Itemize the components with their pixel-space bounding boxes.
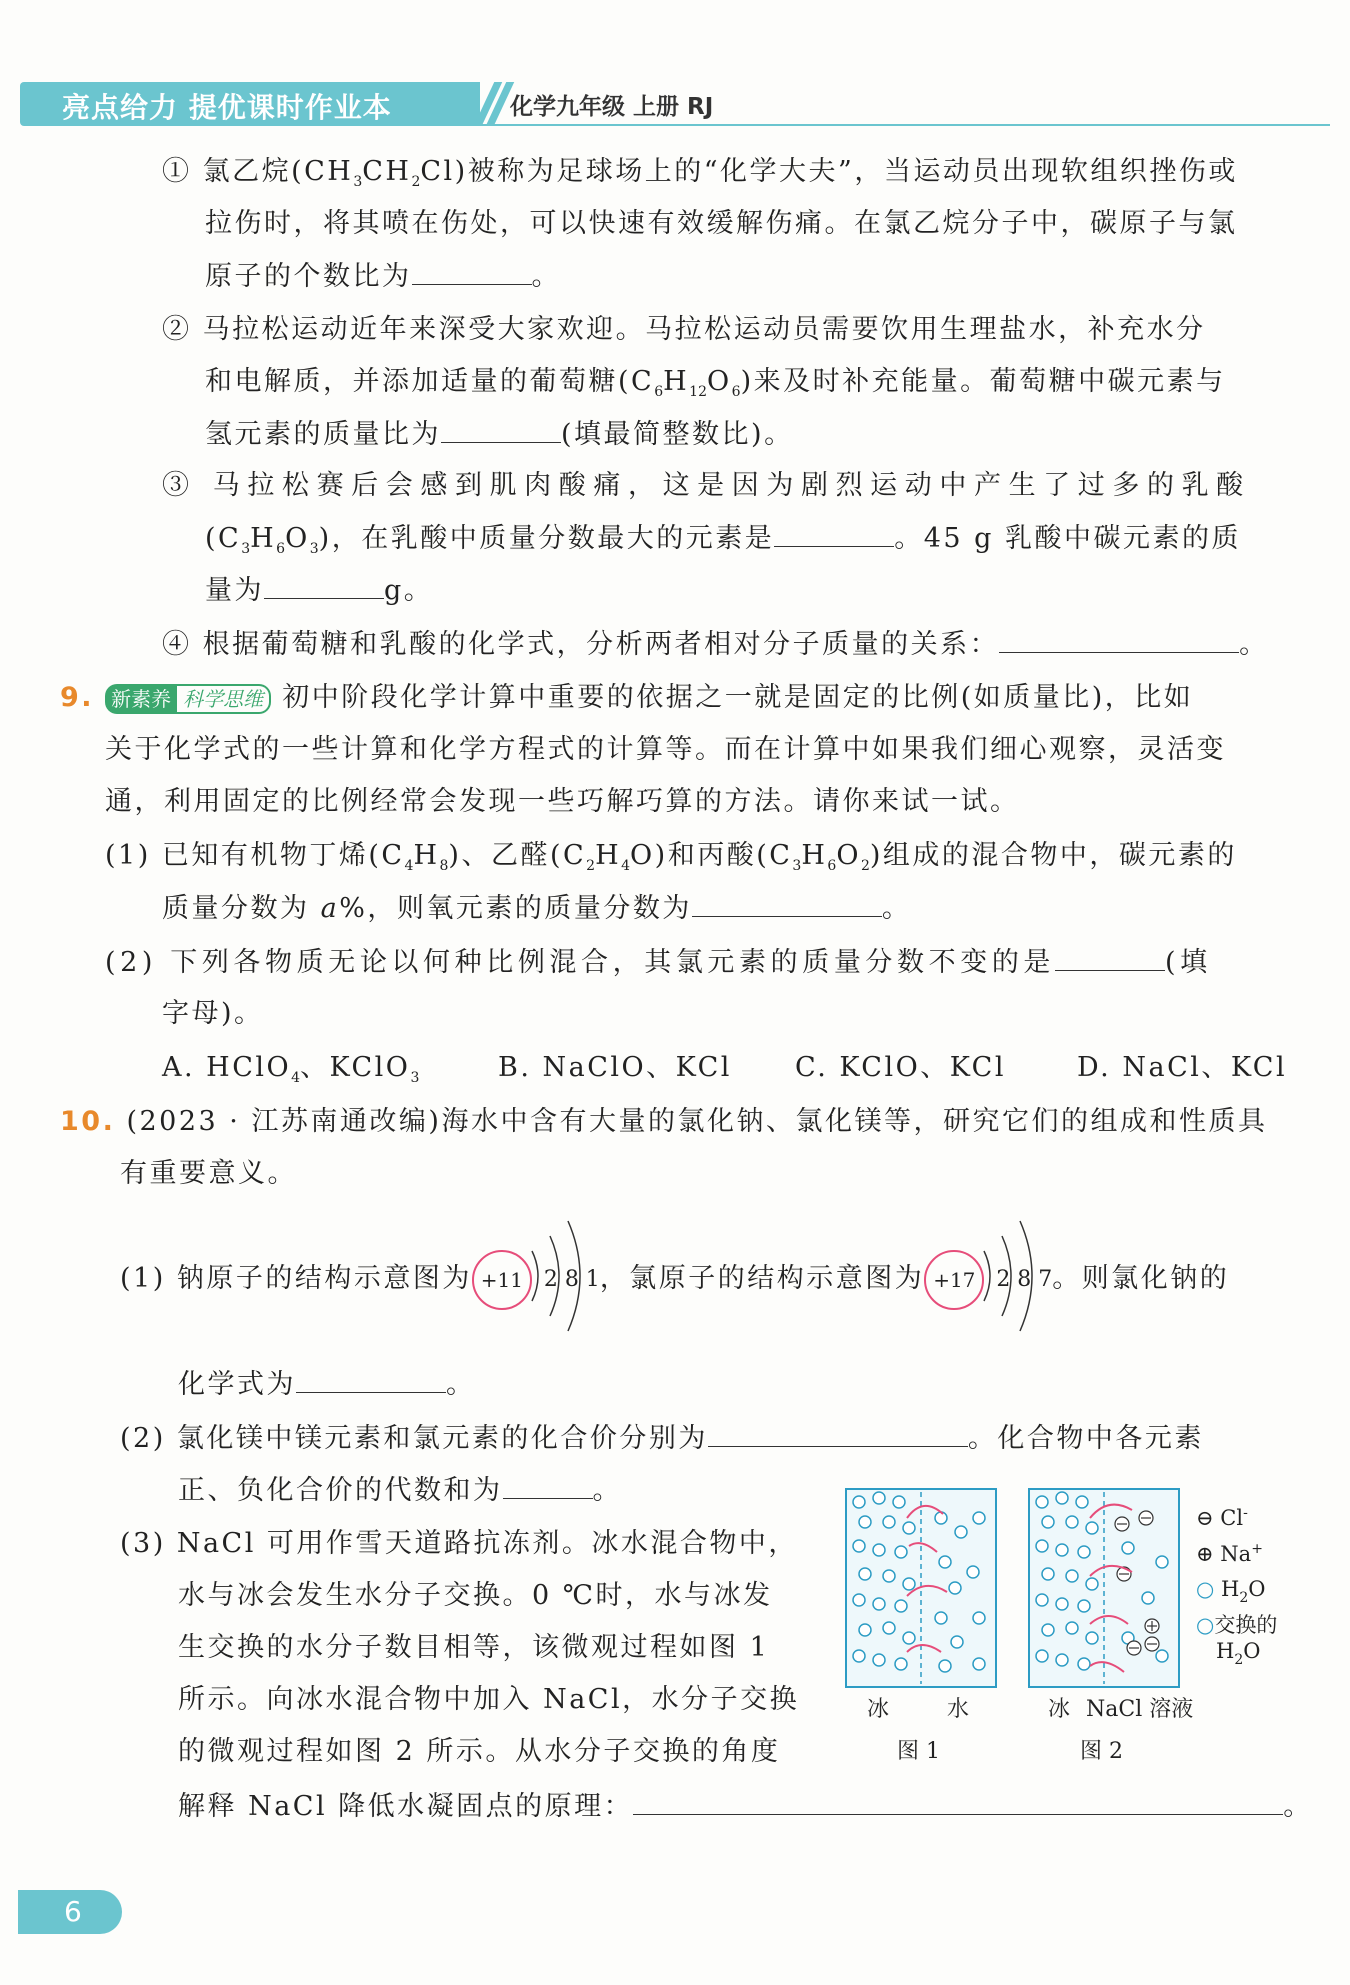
q9-p2-line1: (2) 下列各物质无论以何种比例混合，其氯元素的质量分数不变的是 (填 xyxy=(105,942,1212,983)
electron-shell-arcs xyxy=(974,1211,1054,1341)
answer-blank[interactable] xyxy=(503,1470,593,1499)
header-bar xyxy=(20,82,480,126)
answer-blank[interactable] xyxy=(774,518,894,547)
figure-2-left-label: 冰 xyxy=(1048,1697,1071,1722)
legend-exchanged-h2o: ○交换的 $H_2O$ xyxy=(1196,1613,1278,1668)
q10-intro-line1: 10. (2023 · 江苏南通改编)海水中含有大量的氯化钠、氯化镁等，研究它们的组成和性质具 xyxy=(60,1106,1268,1137)
question-number: 10. xyxy=(60,1106,116,1137)
figure-1-diagram xyxy=(845,1488,997,1688)
q8-item2-line2: 和电解质，并添加适量的葡萄糖$(C_6H_{12}O_6)$来及时补充能量。葡萄糖中碳元素与 xyxy=(205,366,1226,400)
figure-1-caption: 图 1 xyxy=(897,1739,940,1764)
figure-2-right-label: NaCl 溶液 xyxy=(1086,1697,1194,1722)
q9-intro-line2: 关于化学式的一些计算和化学方程式的计算等。而在计算中如果我们细心观察，灵活变 xyxy=(105,734,1226,765)
legend-h2o: ○ $H_2O$ xyxy=(1196,1577,1266,1606)
q8-item1-line1: ① 氯乙烷$(CH_3CH_2Cl)$被称为足球场上的“化学大夫”，当运动员出现软组织挫伤或 xyxy=(162,156,1238,190)
nucleus: +11 xyxy=(472,1250,532,1310)
tag-new-literacy: 新素养 xyxy=(105,684,177,714)
q9-intro-line3: 通，利用固定的比例经常会发现一些巧解巧算的方法。请你来试一试。 xyxy=(105,786,1020,817)
nucleus: +17 xyxy=(924,1250,984,1310)
q8-item3-line3: 量为 g。 xyxy=(205,570,433,611)
header-title: 亮点给力 提优课时作业本 xyxy=(62,91,392,124)
q9-p2-line2: 字母)。 xyxy=(162,998,264,1029)
q8-item1-line3: 原子的个数比为 。 xyxy=(205,256,561,297)
q8-item4: ④ 根据葡萄糖和乳酸的化学式，分析两者相对分子质量的关系： 。 xyxy=(162,624,1269,665)
answer-blank[interactable] xyxy=(412,256,532,285)
answer-blank[interactable] xyxy=(692,888,882,917)
figure-2-caption: 图 2 xyxy=(1080,1739,1123,1764)
answer-blank[interactable] xyxy=(296,1364,446,1393)
q9-option-b[interactable]: B. NaClO、KCl xyxy=(498,1052,732,1083)
chloride-icon: ⊖ xyxy=(1196,1506,1214,1530)
figure-1-ice-water xyxy=(845,1488,997,1764)
q10-p3-line4: 所示。向冰水混合物中加入 NaCl，水分子交换 xyxy=(178,1684,800,1715)
q10-p3-line5: 的微观过程如图 2 所示。从水分子交换的角度 xyxy=(178,1736,781,1767)
answer-blank[interactable] xyxy=(1055,942,1165,971)
q10-p3-line3: 生交换的水分子数目相等，该微观过程如图 1 xyxy=(178,1632,770,1663)
legend-na: ⊕ Na+ xyxy=(1196,1541,1263,1566)
water-molecule-icon: ○ xyxy=(1196,1577,1215,1601)
answer-blank[interactable] xyxy=(708,1418,968,1447)
figure-1-left-label: 冰 xyxy=(867,1697,890,1722)
sodium-icon: ⊕ xyxy=(1196,1542,1214,1566)
q8-item2-line3: 氢元素的质量比为 (填最简整数比)。 xyxy=(205,414,794,455)
q8-item1-line2: 拉伤时，将其喷在伤处，可以快速有效缓解伤痛。在氯乙烷分子中，碳原子与氯 xyxy=(205,208,1238,239)
q8-item2-line1: ② 马拉松运动近年来深受大家欢迎。马拉松运动员需要饮用生理盐水，补充水分 xyxy=(162,314,1206,345)
q9-option-c[interactable]: C. KClO、KCl xyxy=(795,1052,1006,1083)
q10-p2-line1: (2) 氯化镁中镁元素和氯元素的化合价分别为 。化合物中各元素 xyxy=(120,1418,1204,1459)
q9-p1-line1: (1) 已知有机物丁烯$(C_4H_8)$、乙醛$(C_2H_4O)$和丙酸$(C_3H_6O_2)$组成的混合物中，碳元素的 xyxy=(105,840,1237,874)
q10-p1-line2: 化学式为 。 xyxy=(178,1364,476,1405)
figure-2-ice-nacl xyxy=(1028,1488,1194,1764)
chlorine-atom-diagram xyxy=(924,1249,1052,1311)
header-subtitle: 化学九年级 上册 RJ xyxy=(510,94,714,120)
answer-blank[interactable] xyxy=(999,624,1239,653)
q10-p1-line1: (1) 钠原子的结构示意图为 +11 2 8 1 ，氯原子的结构示意图为 +17 2 8 7 。则氯化钠的 xyxy=(120,1248,1229,1311)
electron-shell-arcs xyxy=(522,1211,602,1341)
question-number: 9. xyxy=(60,682,95,713)
figure-2-diagram xyxy=(1028,1488,1180,1688)
sodium-atom-diagram xyxy=(472,1249,600,1311)
answer-blank[interactable] xyxy=(633,1786,1283,1815)
page-number: 6 xyxy=(18,1890,122,1934)
q10-p3-line6: 解释 NaCl 降低水凝固点的原理： 。 xyxy=(178,1786,1313,1827)
figure-1-right-label: 水 xyxy=(947,1697,970,1722)
answer-blank[interactable] xyxy=(264,570,384,599)
q9-p1-line2: 质量分数为 a%，则氧元素的质量分数为 。 xyxy=(162,888,911,929)
q9-intro-line1: 9. 新素养 科学思维 初中阶段化学计算中重要的依据之一就是固定的比例(如质量比)，比如 xyxy=(60,682,1194,713)
q8-item3-line1: ③ 马拉松赛后会感到肌肉酸痛，这是因为剧烈运动中产生了过多的乳酸 xyxy=(162,470,1251,501)
legend-cl: ⊖ Cl- xyxy=(1196,1505,1248,1530)
q10-p2-line2: 正、负化合价的代数和为 。 xyxy=(178,1470,622,1511)
electron-shells: 2 8 7 xyxy=(996,1266,1053,1292)
exchanged-water-icon: ○ xyxy=(1196,1613,1215,1637)
answer-blank[interactable] xyxy=(441,414,561,443)
q9-option-a[interactable]: A. HClO$_4$、KClO$_3$ xyxy=(162,1052,420,1086)
tag-scientific-thinking: 科学思维 xyxy=(177,684,271,714)
q9-option-d[interactable]: D. NaCl、KCl xyxy=(1077,1052,1288,1083)
electron-shells: 2 8 1 xyxy=(543,1266,600,1292)
q10-p3-line2: 水与冰会发生水分子交换。0 ℃时，水与冰发 xyxy=(178,1580,773,1611)
page-header xyxy=(20,82,1310,126)
q10-intro-line2: 有重要意义。 xyxy=(120,1158,297,1189)
q10-p3-line1: (3) NaCl 可用作雪天道路抗冻剂。冰水混合物中， xyxy=(120,1528,798,1559)
header-rule xyxy=(480,124,1330,126)
q8-item3-line2: $(C_3H_6O_3)$，在乳酸中质量分数最大的元素是 。45 g 乳酸中碳元素的质 xyxy=(205,518,1241,569)
